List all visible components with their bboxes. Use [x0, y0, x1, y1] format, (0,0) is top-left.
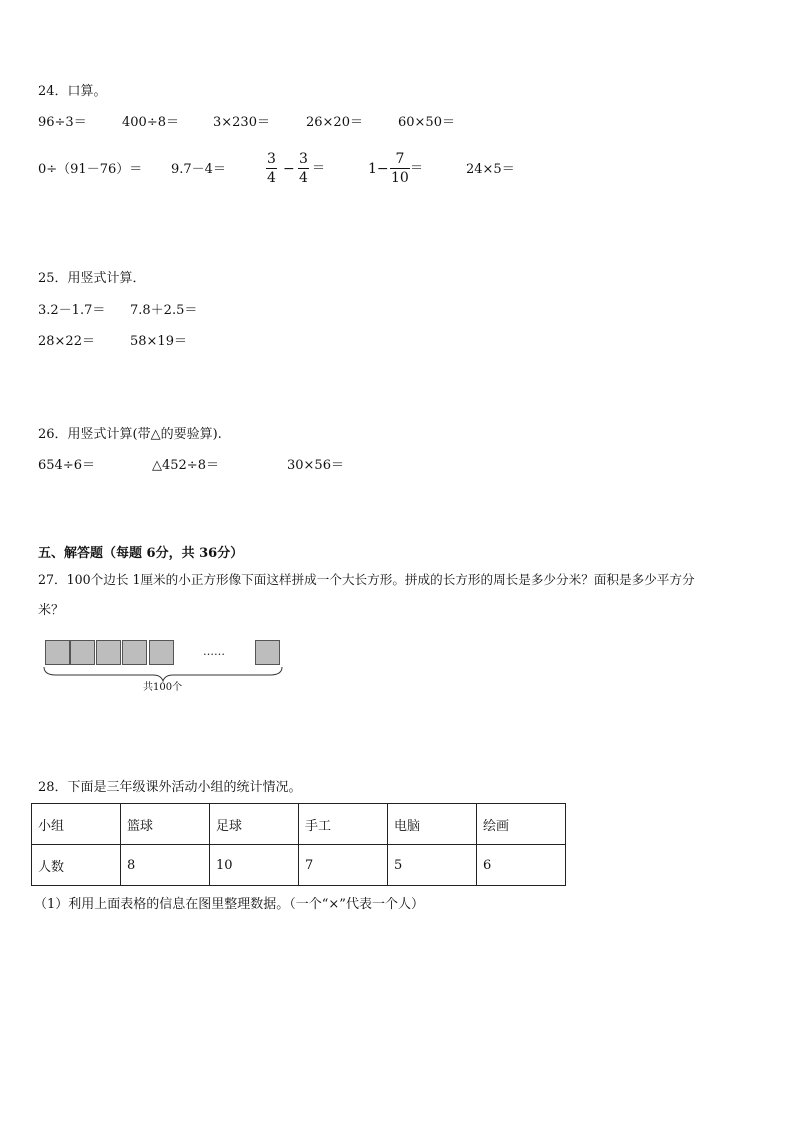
minus-sign: − [283, 161, 295, 177]
section-5-heading: 五、解答题（每题 6分，共 36分） [38, 546, 244, 561]
table-cell: 6 [477, 845, 566, 886]
small-square-4 [122, 640, 147, 665]
q24-item-7: 9.7－4＝ [171, 162, 226, 177]
fraction-c [390, 152, 410, 185]
table-cell: 手工 [299, 804, 388, 845]
small-square-5 [149, 640, 174, 665]
q24-item-10: 24×5＝ [466, 162, 515, 177]
q25-title: 25．用竖式计算． [38, 271, 146, 286]
table-row [32, 845, 566, 886]
q28-sub-question-1: （1）利用上面表格的信息在图里整理数据。（一个“×”代表一个人） [34, 897, 424, 912]
q24-item-2: 400÷8＝ [122, 115, 179, 130]
one-minus: 1− [368, 161, 389, 177]
q26-item-3: 30×56＝ [287, 458, 344, 473]
equals-sign: ＝ [312, 161, 326, 176]
q24-title: 24．口算。 [38, 84, 107, 99]
fraction-a-denominator: 4 [267, 170, 276, 186]
small-square-2 [70, 640, 95, 665]
q24-item-5: 60×50＝ [398, 115, 455, 130]
q25-item-3: 28×22＝ [38, 334, 95, 349]
table-cell: 8 [121, 845, 210, 886]
fraction-b-denominator: 4 [299, 170, 308, 186]
small-square-1 [45, 640, 70, 665]
table-cell: 足球 [210, 804, 299, 845]
q24-item-6: 0÷（91－76）＝ [38, 162, 143, 177]
q26-item-2: △452÷8＝ [152, 458, 219, 473]
table-cell: 电脑 [388, 804, 477, 845]
q26-item-1: 654÷6＝ [38, 458, 95, 473]
brace [42, 666, 284, 682]
table-cell: 10 [210, 845, 299, 886]
q27-text-line-2: 米？ [38, 603, 65, 618]
fraction-c-numerator: 7 [395, 151, 405, 167]
q25-item-1: 3.2－1.7＝ [38, 303, 106, 318]
ellipsis-dots: …… [203, 645, 225, 658]
q28-title: 28．下面是三年级课外活动小组的统计情况。 [38, 780, 302, 795]
table-cell: 篮球 [121, 804, 210, 845]
equals-sign-2: ＝ [410, 161, 424, 176]
fraction-b-numerator: 3 [299, 151, 308, 167]
q27-text-line-1: 27．100个边长 1厘米的小正方形像下面这样拼成一个大长方形。拼成的长方形的周长是多少分米？面积是多少平方分 [38, 572, 695, 587]
q24-item-4: 26×20＝ [306, 115, 363, 130]
table-cell: 5 [388, 845, 477, 886]
small-square-last [255, 640, 280, 665]
table-cell: 小组 [32, 804, 121, 845]
q25-item-2: 7.8＋2.5＝ [130, 303, 198, 318]
table-cell: 7 [299, 845, 388, 886]
table-cell: 绘画 [477, 804, 566, 845]
q26-title: 26．用竖式计算(带△的要验算). [38, 427, 222, 442]
fraction-a [266, 152, 277, 185]
fraction-b [298, 152, 309, 185]
table-cell: 人数 [32, 845, 121, 886]
small-square-3 [96, 640, 121, 665]
brace-label: 共100个 [143, 682, 183, 693]
fraction-c-denominator: 10 [391, 170, 409, 186]
table-header-row [32, 804, 566, 845]
q24-item-3: 3×230＝ [213, 115, 270, 130]
stats-table [31, 803, 566, 886]
q25-item-4: 58×19＝ [130, 334, 187, 349]
fraction-a-numerator: 3 [267, 151, 276, 167]
q24-item-1: 96÷3＝ [38, 115, 87, 130]
